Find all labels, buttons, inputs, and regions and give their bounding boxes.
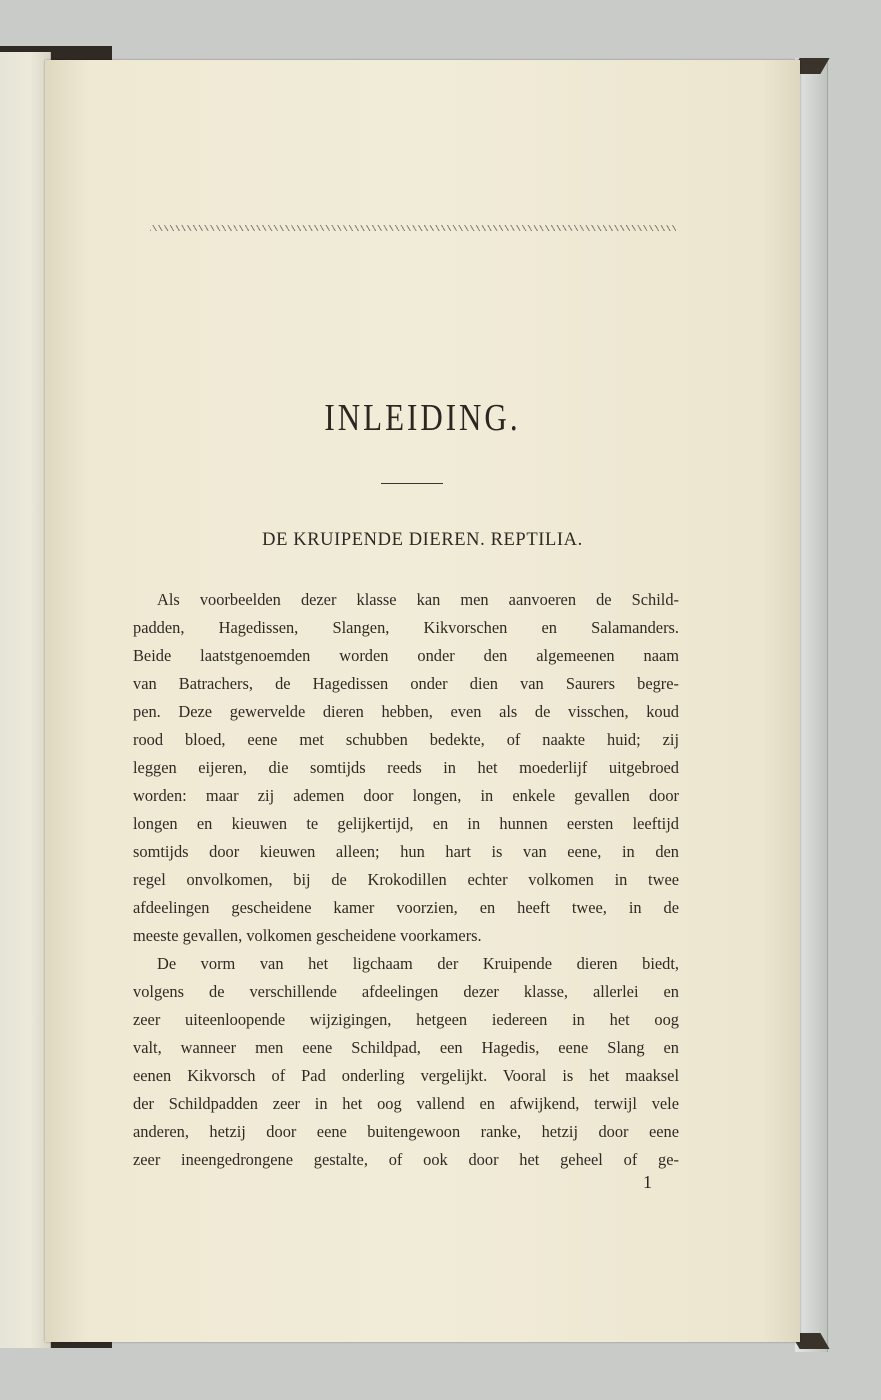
- text-line: leggen eijeren, die somtijds reeds in het moederlijf uitgebroed: [133, 758, 679, 777]
- text-line: afdeelingen gescheidene kamer voorzien, en heeft twee, in de: [133, 898, 679, 917]
- text-line: zeer uiteenloopende wijzigingen, hetgeen iedereen in het oog: [133, 1010, 679, 1029]
- text-line: meeste gevallen, volkomen gescheidene voorkamers.: [133, 926, 482, 945]
- text-line: rood bloed, eene met schubben bedekte, of naakte huid; zij: [133, 730, 679, 749]
- text-line: van Batrachers, de Hagedissen onder dien van Saurers begre-: [133, 674, 679, 693]
- text-line: regel onvolkomen, bij de Krokodillen echter volkomen in twee: [133, 870, 679, 889]
- body-text: [133, 586, 679, 1174]
- text-line: somtijds door kieuwen alleen; hun hart is van eene, in den: [133, 842, 679, 861]
- text-line: der Schildpadden zeer in het oog vallend en afwijkend, terwijl vele: [133, 1094, 679, 1113]
- running-head-ornament: [150, 225, 676, 231]
- text-line: pen. Deze gewervelde dieren hebben, even als de visschen, koud: [133, 702, 679, 721]
- text-line: zeer ineengedrongene gestalte, of ook door het geheel of ge-: [133, 1150, 679, 1169]
- text-line: worden: maar zij ademen door longen, in enkele gevallen door: [133, 786, 679, 805]
- text-line: De vorm van het ligchaam der Kruipende dieren biedt,: [157, 954, 679, 973]
- text-line: Als voorbeelden dezer klasse kan men aanvoeren de Schild-: [157, 590, 679, 609]
- text-line: longen en kieuwen te gelijkertijd, en in hunnen eersten leeftijd: [133, 814, 679, 833]
- title-rule: [381, 483, 443, 484]
- text-line: volgens de verschillende afdeelingen dezer klasse, allerlei en: [133, 982, 679, 1001]
- text-line: Beide laatstgenoemden worden onder den algemeenen naam: [133, 646, 679, 665]
- facing-page-edge: [0, 52, 51, 1348]
- chapter-title: INLEIDING.: [324, 396, 521, 439]
- text-line: anderen, hetzij door eene buitengewoon ranke, hetzij door eene: [133, 1122, 679, 1141]
- text-line: valt, wanneer men eene Schildpad, een Hagedis, eene Slang en: [133, 1038, 679, 1057]
- text-line: eenen Kikvorsch of Pad onderling vergelijkt. Vooral is het maaksel: [133, 1066, 679, 1085]
- page-number: 1: [643, 1172, 652, 1192]
- section-heading: DE KRUIPENDE DIEREN. REPTILIA.: [262, 530, 583, 550]
- text-line: padden, Hagedissen, Slangen, Kikvorschen en Salamanders.: [133, 618, 679, 637]
